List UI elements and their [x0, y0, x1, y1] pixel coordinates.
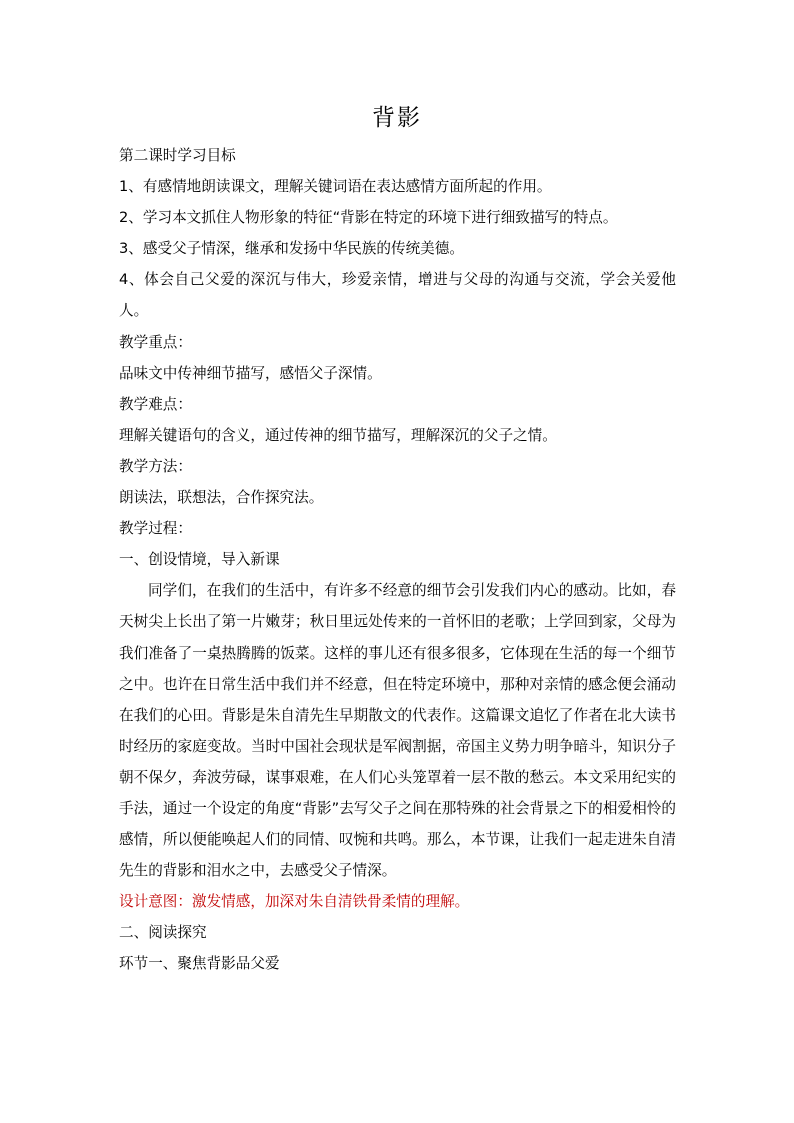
difficulties-heading: 教学难点：	[119, 395, 192, 413]
objective-item: 4、体会自己父爱的深沉与伟大，珍爱亲情，增进与父母的沟通与交流，学会关爱他人。	[119, 271, 676, 320]
objectives-heading: 第二课时学习目标	[119, 147, 236, 164]
objective-item: 3、感受父子情深，继承和发扬中华民族的传统美德。	[119, 240, 464, 258]
difficulties-text: 理解关键语句的含义，通过传神的细节描写，理解深沉的父子之情。	[119, 426, 557, 444]
methods-heading: 教学方法：	[119, 457, 192, 475]
process-heading: 教学过程：	[119, 520, 192, 538]
section1-paragraph: 同学们，在我们的生活中，有许多不经意的细节会引发我们内心的感动。比如，春天树尖上长出了第一片嫩芽；秋日里远处传来的一首怀旧的老歌；上学回到家，父母为我们准备了一桌热腾腾的饭菜。这样的事儿还有很多很多，它体现在生活的每一个细节之中。也许在日常生活中我们并不经意，但在特定环境中，那种对亲情的感念便会涌动在我们的心田。背影是朱自清先生早期散文的代表作。这篇课文追忆了作者在北大读书时经历的家庭变故。当时中国社会现状是军阀割据，帝国主义势力明争暗斗，知识分子朝不保夕，奔波劳碌，谋事艰难，在人们心头笼罩着一层不散的愁云。本文采用纪实的手法，通过一个设定的角度“背影”去写父子之间在那特殊的社会背景之下的相爱相怜的感情，所以便能唤起人们的同情、叹惋和共鸣。那么，本节课，让我们一起走进朱自清先生的背影和泪水之中，去感受父子情深。	[119, 582, 676, 880]
design-intent: 设计意图：激发情感，加深对朱自清铁骨柔情的理解。	[119, 893, 470, 911]
methods-text: 朗读法，联想法，合作探究法。	[119, 489, 324, 507]
objective-item: 1、有感情地朗读课文，理解关键词语在表达感情方面所起的作用。	[119, 178, 552, 196]
section1-heading: 一、创设情境，导入新课	[119, 551, 280, 569]
section2-heading: 二、阅读探究	[119, 924, 207, 942]
document-body	[119, 140, 676, 980]
key-points-heading: 教学重点：	[119, 333, 192, 351]
page-title: 背影	[372, 105, 422, 131]
key-points-text: 品味文中传神细节描写，感悟父子深情。	[119, 364, 382, 382]
objective-item: 2、学习本文抓住人物形象的特征“背影在特定的环境下进行细致描写的特点。	[119, 209, 618, 227]
subsection-heading: 环节一、聚焦背影品父爱	[119, 955, 280, 973]
